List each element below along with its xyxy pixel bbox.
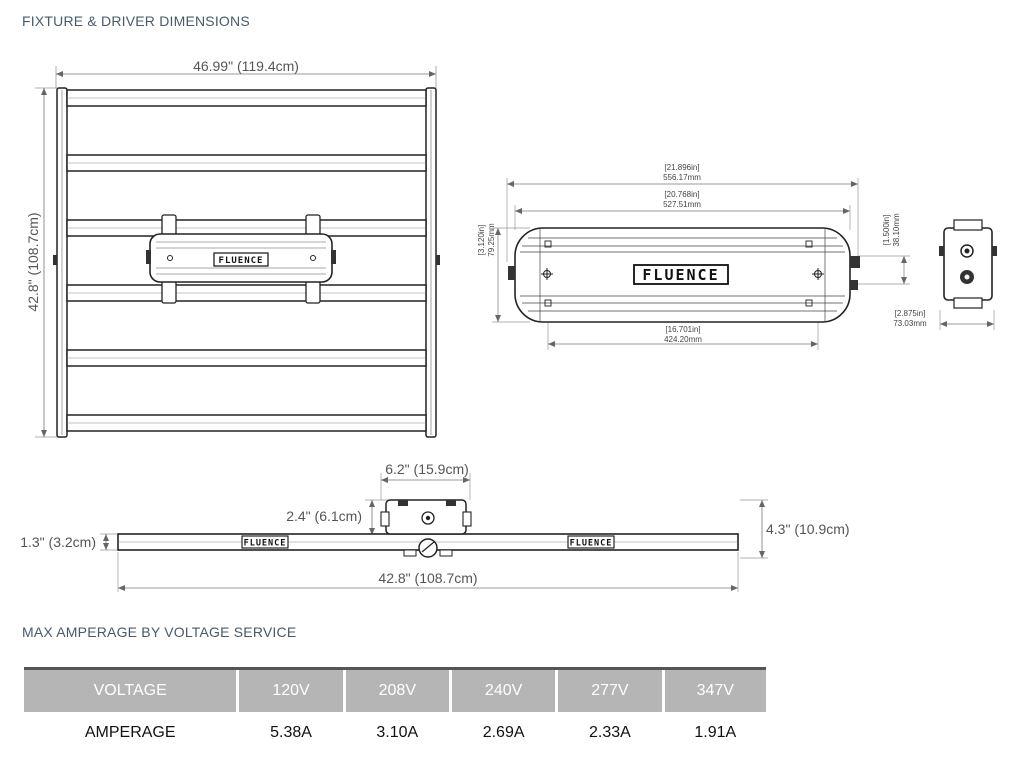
table-header-cell: 120V — [238, 669, 344, 713]
driver-detail-view — [477, 163, 997, 350]
section-title-amperage: MAX AMPERAGE BY VOLTAGE SERVICE — [22, 624, 297, 640]
depth-in: [2.875in] — [894, 309, 926, 318]
driver-right-connector-top — [850, 256, 860, 268]
side-bar-logo-right: FLUENCE — [569, 538, 613, 549]
table-cell: AMPERAGE — [84, 724, 176, 741]
table-cell: 2.69A — [450, 712, 556, 754]
table-header-row — [24, 669, 766, 713]
table-row — [24, 712, 766, 754]
side-driver-height-label: 2.4" (6.1cm) — [286, 508, 362, 524]
overall-length-mm: 556.17mm — [663, 173, 701, 182]
section-title-dimensions: FIXTURE & DRIVER DIMENSIONS — [22, 13, 250, 29]
mount-length-mm: 424.20mm — [664, 335, 702, 344]
top-height-label: 42.8" (108.7cm) — [25, 212, 41, 312]
table-header-cell: 240V — [450, 669, 556, 713]
table-header-cell: 208V — [344, 669, 450, 713]
fixture-top-view — [25, 58, 440, 437]
side-bar-height-label: 1.3" (3.2cm) — [20, 534, 96, 550]
side-bar-logo-left: FLUENCE — [243, 538, 287, 549]
driver-detail-logo: FLUENCE — [642, 266, 720, 284]
top-driver-logo: FLUENCE — [218, 256, 264, 266]
table-header-cell: 277V — [557, 669, 663, 713]
driver-end-view — [939, 220, 997, 308]
fixture-side-view — [20, 461, 849, 592]
height-in: [3.120in] — [477, 224, 486, 256]
table-cell: 1.91A — [663, 712, 766, 754]
side-driver-width-label: 6.2" (15.9cm) — [385, 461, 469, 477]
depth-mm: 73.03mm — [893, 319, 927, 328]
side-length-label: 42.8" (108.7cm) — [378, 570, 478, 586]
mount-length-in: [16.701in] — [665, 325, 701, 334]
table-cell: 3.10A — [344, 712, 450, 754]
table-cell: 2.33A — [557, 712, 663, 754]
table-header-cell: VOLTAGE — [24, 669, 238, 713]
table-header-cell: 347V — [663, 669, 766, 713]
side-total-height-label: 4.3" (10.9cm) — [766, 521, 850, 537]
height-mm: 79.25mm — [487, 223, 496, 257]
driver-right-connector-bottom — [850, 280, 858, 290]
driver-left-connector — [508, 266, 515, 280]
top-width-label: 46.99" (119.4cm) — [193, 58, 299, 74]
connector-in: [1.500in] — [882, 214, 891, 246]
overall-length-in: [21.896in] — [664, 163, 700, 172]
connector-mm: 38.10mm — [892, 213, 901, 247]
table-cell: 5.38A — [238, 712, 344, 754]
body-length-in: [20.768in] — [664, 190, 700, 199]
body-length-mm: 527.51mm — [663, 200, 701, 209]
amperage-table — [24, 667, 766, 754]
